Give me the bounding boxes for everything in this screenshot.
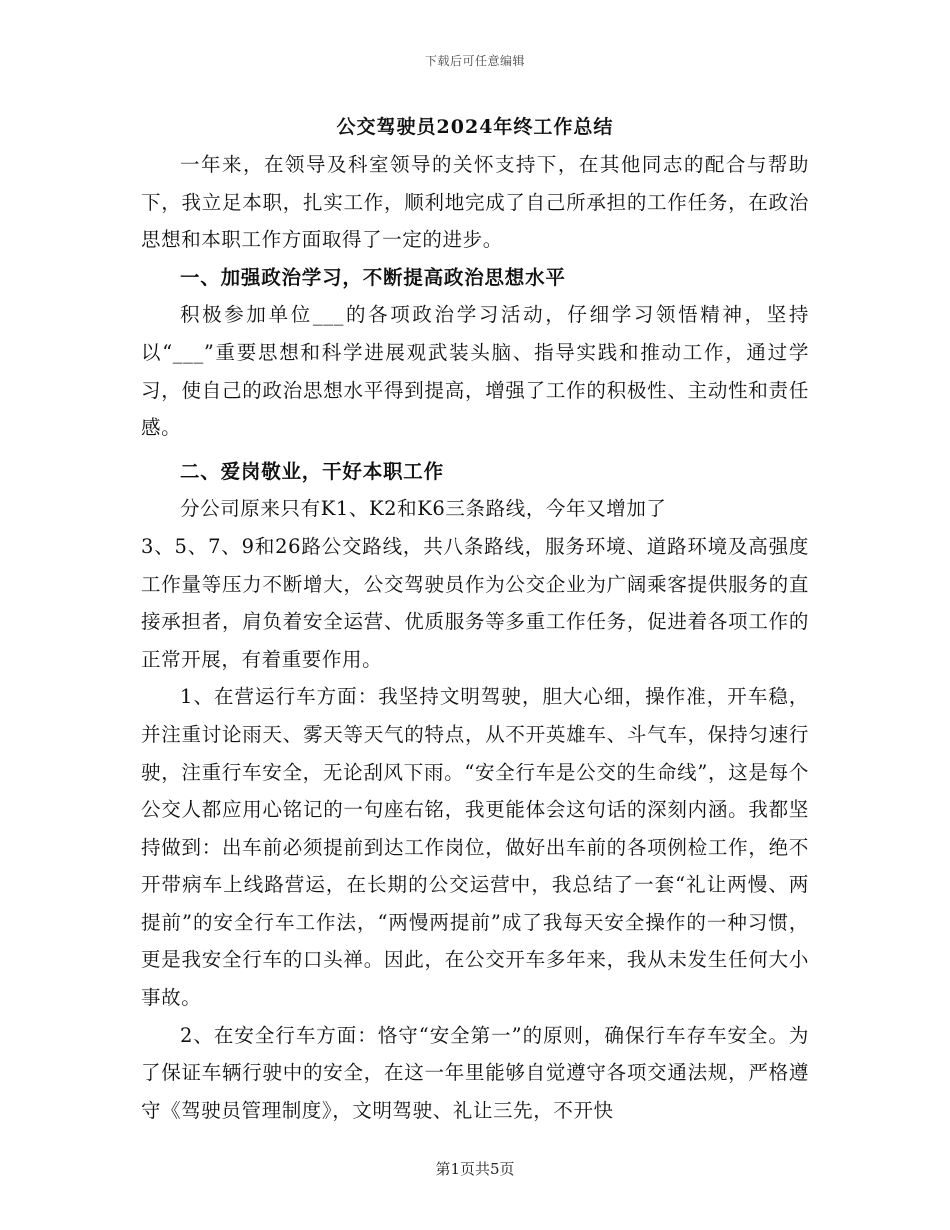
header-note: 下载后可任意编辑 [424,54,525,68]
paragraph-routes-line2: 3、5、7、9和26路公交路线，共八条路线，服务环境、道路环境及高强度工作量等压力不断增大，公交驾驶员作为公交企业为广阔乘客提供服务的直接承担者，肩负着安全运营、优质服务等多重工作任务，促进着各项工作的正常开展，有着重要作用。 [141,534,809,671]
paragraph-safety: 2、在安全行车方面：恪守“安全第一”的原则，确保行车存车安全。为了保证车辆行驶中的安全，在这一年里能够自觉遵守各项交通法规，严格遵守《驾驶员管理制度》，文明驾驶、礼让三先，不开快 [141,1023,809,1122]
document-title: 公交驾驶员2024年终工作总结 [336,116,614,138]
paragraph-operations: 1、在营运行车方面：我坚持文明驾驶，胆大心细，操作准，开车稳，并注重讨论雨天、雾天等天气的特点，从不开英雄车、斗气车，保持匀速行驶，注重行车安全，无论刮风下雨。“安全行车是公交的生命线”，这是每个公交人都应用心铭记的一句座右铭，我更能体会这句话的深刻内涵。我都坚持做到：出车前必须提前到达工作岗位，做好出车前的各项例检工作，绝不开带病车上线路营运，在长期的公交运营中，我总结了一套“礼让两慢、两提前”的安全行车工作法，“两慢两提前”成了我每天安全操作的一种习惯，更是我安全行车的口头禅。因此，在公交开车多年来，我从未发生任何大小事故。 [141,685,809,1010]
section-heading-2: 二、爱岗敬业，干好本职工作 [180,459,444,483]
paragraph-routes-line1: 分公司原来只有K1、K2和K6三条路线，今年又增加了 [180,497,667,521]
paragraph-political-study: 积极参加单位___的各项政治学习活动，仔细学习领悟精神，坚持以“___”重要思想和科学进展观武装头脑、指导实践和推动工作，通过学习，使自己的政治思想水平得到提高，增强了工作的积极性、主动性和责任感。 [141,303,809,440]
document-body [141,146,809,1129]
paragraph-intro: 一年来，在领导及科室领导的关怀支持下，在其他同志的配合与帮助下，我立足本职，扎实工作，顺利地完成了自己所承担的工作任务，在政治思想和本职工作方面取得了一定的进步。 [141,153,809,252]
page-number-footer: 第1页共5页 [435,1160,515,1178]
section-heading-1: 一、加强政治学习，不断提高政治思想水平 [180,265,566,289]
